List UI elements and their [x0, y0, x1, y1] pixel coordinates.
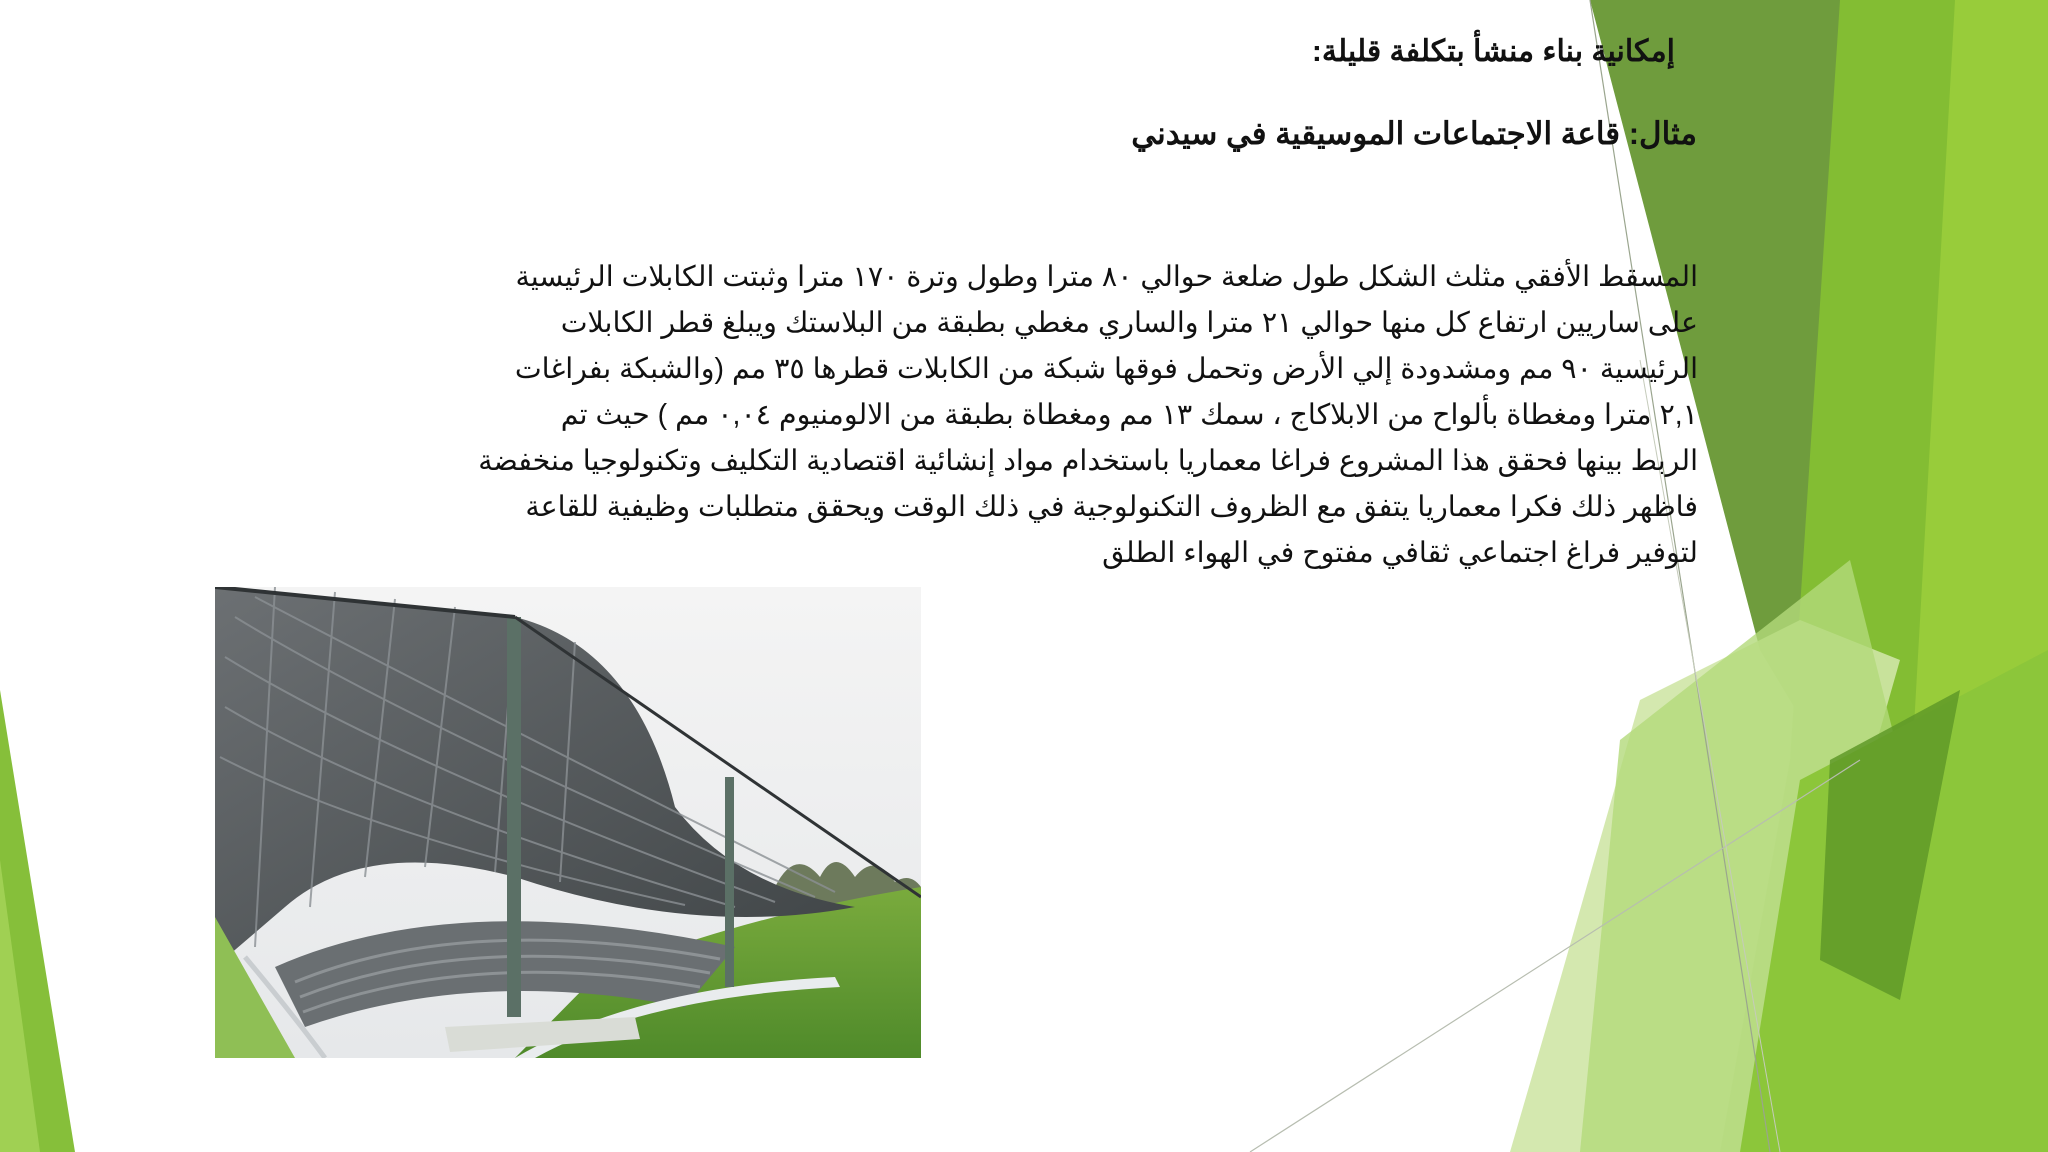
paragraph-line: الرئيسية ٩٠ مم ومشدودة إلي الأرض وتحمل فوقها شبكة من الكابلات قطرها ٣٥ مم (والشبكة بفراغات [514, 353, 1698, 385]
paragraph-line: الربط بينها فحقق هذا المشروع فراغا معماريا باستخدام مواد إنشائية اقتصادية التكليف وتكنولوجيا منخفضة [478, 445, 1698, 477]
photo-mast-1 [507, 617, 521, 1017]
music-bowl-photo [215, 587, 921, 1058]
description-paragraph [338, 254, 1698, 576]
photo-mast-2 [725, 777, 734, 987]
paragraph-line: ٢,١ مترا ومغطاة بألواح من الابلاكاج ، سمك ١٣ مم ومغطاة بطبقة من الالومنيوم ٠,٠٤ مم ) حيث تم [560, 399, 1698, 431]
paragraph-line: لتوفير فراغ اجتماعي ثقافي مفتوح في الهواء الطلق [1102, 537, 1698, 569]
slide-subheading: مثال: قاعة الاجتماعات الموسيقية في سيدني [1131, 116, 1697, 151]
paragraph-line: فاظهر ذلك فكرا معماريا يتفق مع الظروف التكنولوجية في ذلك الوقت ويحقق متطلبات وظيفية للقاعة [525, 491, 1698, 523]
paragraph-line: على ساريين ارتفاع كل منها حوالي ٢١ مترا والساري مغطي بطبقة من البلاستك ويبلغ قطر الكابلات [560, 307, 1698, 339]
paragraph-line: المسقط الأفقي مثلث الشكل طول ضلعة حوالي ٨٠ مترا وطول وترة ١٧٠ مترا وثبتت الكابلات الرئيسية [515, 261, 1698, 293]
slide-heading: إمكانية بناء منشأ بتكلفة قليلة: [1311, 35, 1675, 68]
